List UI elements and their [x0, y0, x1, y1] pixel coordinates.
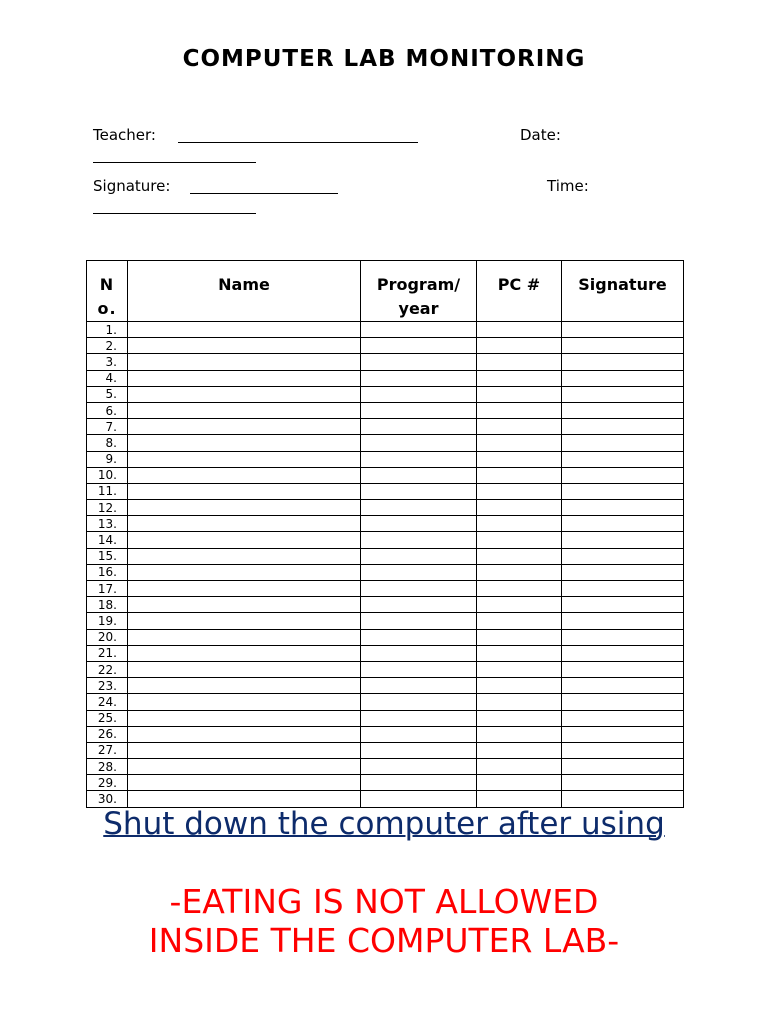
pc-number-cell[interactable]	[477, 759, 562, 775]
name-cell[interactable]	[128, 791, 361, 807]
signature-cell[interactable]	[562, 726, 684, 742]
table-row	[87, 613, 684, 629]
row-number: 10.	[87, 467, 128, 483]
row-number: 14.	[87, 532, 128, 548]
program-year-cell[interactable]	[361, 338, 477, 354]
program-year-cell[interactable]	[361, 402, 477, 418]
table-row	[87, 402, 684, 418]
name-cell[interactable]	[128, 678, 361, 694]
program-year-cell[interactable]	[361, 629, 477, 645]
name-cell[interactable]	[128, 532, 361, 548]
row-number: 22.	[87, 661, 128, 677]
signature-cell[interactable]	[562, 678, 684, 694]
row-number: 5.	[87, 386, 128, 402]
program-year-cell[interactable]	[361, 435, 477, 451]
row-number: 21.	[87, 645, 128, 661]
name-cell[interactable]	[128, 645, 361, 661]
program-year-cell[interactable]	[361, 645, 477, 661]
program-year-cell[interactable]	[361, 726, 477, 742]
program-year-cell[interactable]	[361, 742, 477, 758]
pc-number-cell[interactable]	[477, 564, 562, 580]
program-year-cell[interactable]	[361, 548, 477, 564]
pc-number-cell[interactable]	[477, 516, 562, 532]
pc-number-cell[interactable]	[477, 402, 562, 418]
signature-cell[interactable]	[562, 581, 684, 597]
name-cell[interactable]	[128, 338, 361, 354]
row-number: 7.	[87, 419, 128, 435]
name-cell[interactable]	[128, 370, 361, 386]
table-row	[87, 564, 684, 580]
pc-number-cell[interactable]	[477, 742, 562, 758]
shutdown-notice-text: Shut down the computer after using	[103, 806, 665, 842]
eating-warning-line-2: INSIDE THE COMPUTER LAB-	[148, 921, 620, 960]
program-year-cell[interactable]	[361, 661, 477, 677]
eating-warning	[0, 882, 768, 960]
program-year-cell[interactable]	[361, 467, 477, 483]
signature-cell[interactable]	[562, 419, 684, 435]
pc-number-cell[interactable]	[477, 710, 562, 726]
signature-cell[interactable]	[562, 532, 684, 548]
table-row	[87, 548, 684, 564]
row-number: 11.	[87, 483, 128, 499]
header-name: Name	[128, 261, 361, 322]
pc-number-cell[interactable]	[477, 483, 562, 499]
program-year-cell[interactable]	[361, 678, 477, 694]
program-year-cell[interactable]	[361, 694, 477, 710]
program-year-cell[interactable]	[361, 419, 477, 435]
program-year-cell[interactable]	[361, 483, 477, 499]
pc-number-cell[interactable]	[477, 419, 562, 435]
header-pc-number: PC #	[477, 261, 562, 322]
pc-number-cell[interactable]	[477, 775, 562, 791]
table-row	[87, 726, 684, 742]
pc-number-cell[interactable]	[477, 661, 562, 677]
signature-cell[interactable]	[562, 791, 684, 807]
date-blank[interactable]	[93, 162, 256, 163]
program-year-cell[interactable]	[361, 322, 477, 338]
program-year-cell[interactable]	[361, 516, 477, 532]
program-year-cell[interactable]	[361, 791, 477, 807]
row-number: 16.	[87, 564, 128, 580]
row-number: 29.	[87, 775, 128, 791]
signature-cell[interactable]	[562, 775, 684, 791]
row-number: 1.	[87, 322, 128, 338]
row-number: 6.	[87, 402, 128, 418]
table-body	[87, 322, 684, 808]
table-row	[87, 354, 684, 370]
signature-cell[interactable]	[562, 354, 684, 370]
name-cell[interactable]	[128, 435, 361, 451]
row-number: 13.	[87, 516, 128, 532]
program-year-cell[interactable]	[361, 564, 477, 580]
header-number: N o.	[87, 261, 128, 322]
pc-number-cell[interactable]	[477, 629, 562, 645]
signature-cell[interactable]	[562, 597, 684, 613]
teacher-blank[interactable]	[178, 142, 418, 143]
page-title: COMPUTER LAB MONITORING	[182, 46, 586, 72]
header-signature: Signature	[562, 261, 684, 322]
pc-number-cell[interactable]	[477, 354, 562, 370]
signature-cell[interactable]	[562, 548, 684, 564]
signature-cell[interactable]	[562, 613, 684, 629]
name-cell[interactable]	[128, 661, 361, 677]
time-blank[interactable]	[93, 213, 256, 214]
row-number: 12.	[87, 500, 128, 516]
row-number: 4.	[87, 370, 128, 386]
name-cell[interactable]	[128, 322, 361, 338]
signature-cell[interactable]	[562, 338, 684, 354]
row-number: 2.	[87, 338, 128, 354]
table-row	[87, 483, 684, 499]
table-row	[87, 500, 684, 516]
row-number: 15.	[87, 548, 128, 564]
table-row	[87, 597, 684, 613]
table-row	[87, 451, 684, 467]
eating-warning-line-1: -EATING IS NOT ALLOWED	[169, 882, 599, 921]
row-number: 9.	[87, 451, 128, 467]
name-cell[interactable]	[128, 500, 361, 516]
row-number: 8.	[87, 435, 128, 451]
row-number: 28.	[87, 759, 128, 775]
pc-number-cell[interactable]	[477, 338, 562, 354]
row-number: 20.	[87, 629, 128, 645]
row-number: 26.	[87, 726, 128, 742]
table-row	[87, 386, 684, 402]
row-number: 3.	[87, 354, 128, 370]
signature-cell[interactable]	[562, 661, 684, 677]
table-row	[87, 467, 684, 483]
program-year-cell[interactable]	[361, 532, 477, 548]
table-row	[87, 516, 684, 532]
name-cell[interactable]	[128, 419, 361, 435]
program-year-cell[interactable]	[361, 386, 477, 402]
signature-cell[interactable]	[562, 370, 684, 386]
name-cell[interactable]	[128, 451, 361, 467]
signature-cell[interactable]	[562, 516, 684, 532]
signature-cell[interactable]	[562, 645, 684, 661]
signature-cell[interactable]	[562, 435, 684, 451]
pc-number-cell[interactable]	[477, 581, 562, 597]
table-row	[87, 710, 684, 726]
date-label: Date:	[520, 126, 561, 144]
name-cell[interactable]	[128, 467, 361, 483]
program-year-cell[interactable]	[361, 759, 477, 775]
signature-cell[interactable]	[562, 483, 684, 499]
program-year-cell[interactable]	[361, 710, 477, 726]
name-cell[interactable]	[128, 759, 361, 775]
table-row	[87, 742, 684, 758]
pc-number-cell[interactable]	[477, 645, 562, 661]
signature-cell[interactable]	[562, 694, 684, 710]
table-row	[87, 759, 684, 775]
name-cell[interactable]	[128, 775, 361, 791]
pc-number-cell[interactable]	[477, 791, 562, 807]
row-number: 30.	[87, 791, 128, 807]
signature-cell[interactable]	[562, 629, 684, 645]
table-row	[87, 678, 684, 694]
pc-number-cell[interactable]	[477, 548, 562, 564]
name-cell[interactable]	[128, 629, 361, 645]
table-row	[87, 581, 684, 597]
pc-number-cell[interactable]	[477, 678, 562, 694]
program-year-cell[interactable]	[361, 370, 477, 386]
signature-cell[interactable]	[562, 386, 684, 402]
header-program-year: Program/ year	[361, 261, 477, 322]
name-cell[interactable]	[128, 516, 361, 532]
signature-cell[interactable]	[562, 500, 684, 516]
signature-cell[interactable]	[562, 322, 684, 338]
name-cell[interactable]	[128, 564, 361, 580]
pc-number-cell[interactable]	[477, 597, 562, 613]
table-header-row	[87, 261, 684, 322]
pc-number-cell[interactable]	[477, 532, 562, 548]
row-number: 27.	[87, 742, 128, 758]
pc-number-cell[interactable]	[477, 386, 562, 402]
row-number: 19.	[87, 613, 128, 629]
name-cell[interactable]	[128, 581, 361, 597]
signature-cell[interactable]	[562, 759, 684, 775]
name-cell[interactable]	[128, 726, 361, 742]
pc-number-cell[interactable]	[477, 370, 562, 386]
name-cell[interactable]	[128, 402, 361, 418]
table-row	[87, 532, 684, 548]
program-year-cell[interactable]	[361, 597, 477, 613]
table-row	[87, 322, 684, 338]
teacher-label: Teacher:	[93, 126, 156, 144]
signature-cell[interactable]	[562, 564, 684, 580]
pc-number-cell[interactable]	[477, 500, 562, 516]
program-year-cell[interactable]	[361, 775, 477, 791]
monitoring-table	[86, 260, 684, 808]
table-row	[87, 370, 684, 386]
name-cell[interactable]	[128, 613, 361, 629]
name-cell[interactable]	[128, 548, 361, 564]
row-number: 24.	[87, 694, 128, 710]
name-cell[interactable]	[128, 354, 361, 370]
signature-label: Signature:	[93, 177, 171, 195]
signature-cell[interactable]	[562, 467, 684, 483]
pc-number-cell[interactable]	[477, 694, 562, 710]
pc-number-cell[interactable]	[477, 726, 562, 742]
table-row	[87, 435, 684, 451]
name-cell[interactable]	[128, 694, 361, 710]
table-row	[87, 661, 684, 677]
name-cell[interactable]	[128, 710, 361, 726]
time-label: Time:	[547, 177, 589, 195]
pc-number-cell[interactable]	[477, 435, 562, 451]
signature-cell[interactable]	[562, 742, 684, 758]
table-row	[87, 645, 684, 661]
row-number: 25.	[87, 710, 128, 726]
pc-number-cell[interactable]	[477, 451, 562, 467]
signature-blank[interactable]	[190, 193, 338, 194]
row-number: 18.	[87, 597, 128, 613]
name-cell[interactable]	[128, 386, 361, 402]
name-cell[interactable]	[128, 483, 361, 499]
table-row	[87, 629, 684, 645]
row-number: 23.	[87, 678, 128, 694]
table-row	[87, 791, 684, 807]
table-row	[87, 338, 684, 354]
program-year-cell[interactable]	[361, 354, 477, 370]
table-row	[87, 419, 684, 435]
program-year-cell[interactable]	[361, 451, 477, 467]
pc-number-cell[interactable]	[477, 613, 562, 629]
signature-cell[interactable]	[562, 710, 684, 726]
program-year-cell[interactable]	[361, 581, 477, 597]
name-cell[interactable]	[128, 742, 361, 758]
table-row	[87, 694, 684, 710]
program-year-cell[interactable]	[361, 613, 477, 629]
row-number: 17.	[87, 581, 128, 597]
pc-number-cell[interactable]	[477, 467, 562, 483]
shutdown-notice	[0, 806, 768, 843]
table-row	[87, 775, 684, 791]
signature-cell[interactable]	[562, 402, 684, 418]
pc-number-cell[interactable]	[477, 322, 562, 338]
name-cell[interactable]	[128, 597, 361, 613]
signature-cell[interactable]	[562, 451, 684, 467]
program-year-cell[interactable]	[361, 500, 477, 516]
